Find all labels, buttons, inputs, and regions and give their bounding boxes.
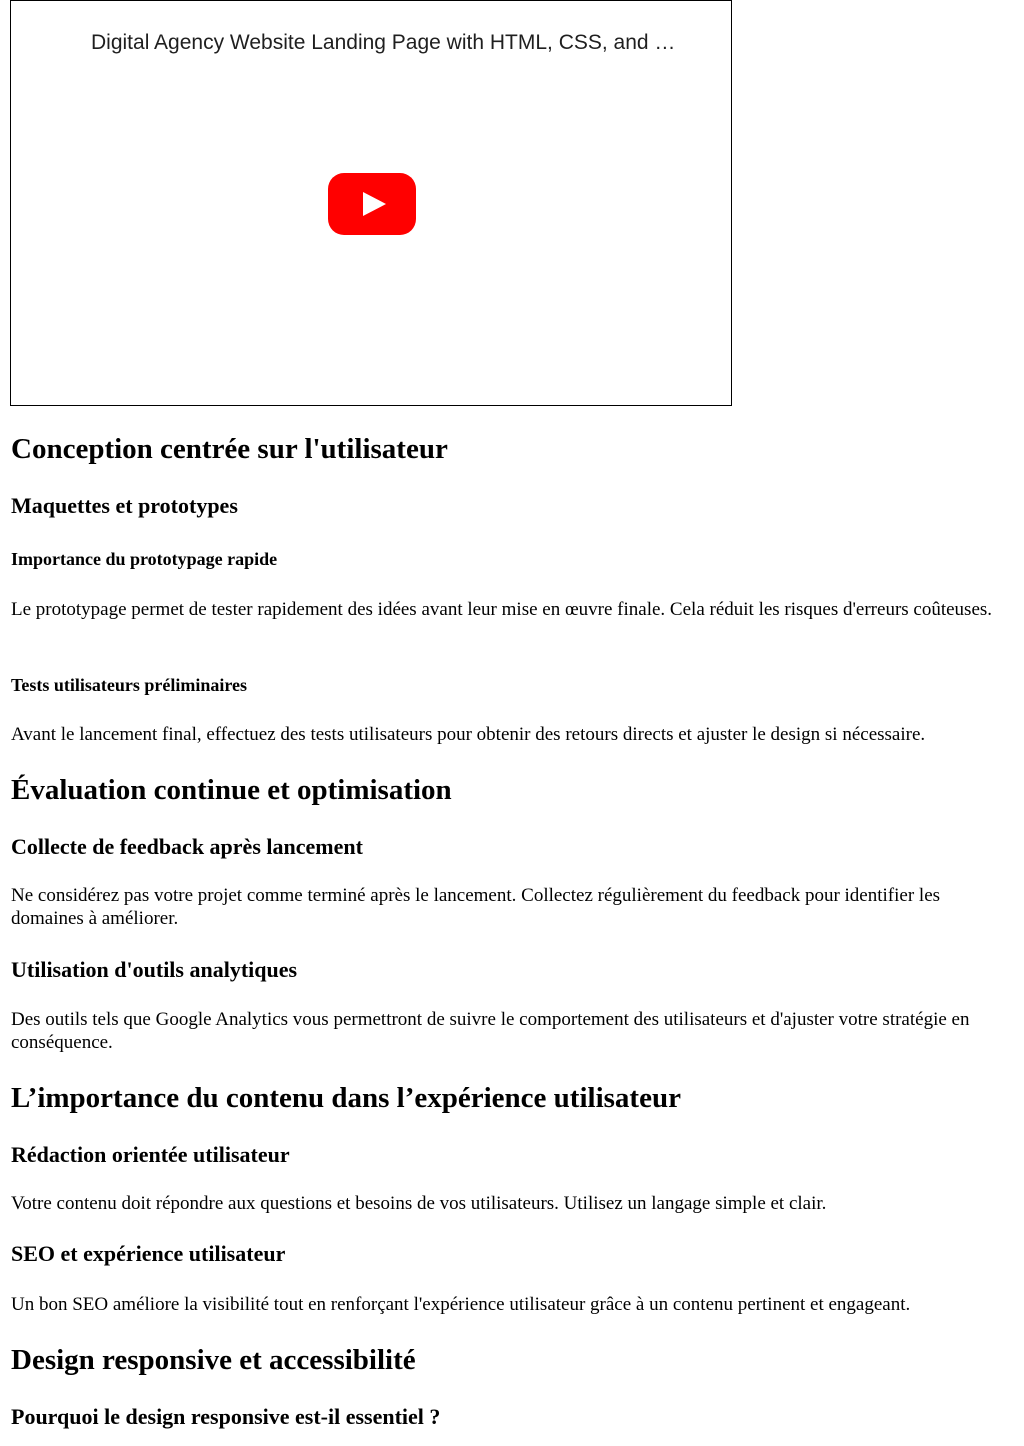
subheading-maquettes: Maquettes et prototypes xyxy=(11,493,238,518)
item-title-tests: Tests utilisateurs préliminaires xyxy=(11,675,248,695)
section-heading-conception: Conception centrée sur l'utilisateur xyxy=(11,433,448,465)
item-text-seo: Un bon SEO améliore la visibilité tout en renforçant l'expérience utilisateur grâce à un contenu pertinent et engageant. xyxy=(11,1294,911,1315)
item-title-feedback: Collecte de feedback après lancement xyxy=(11,834,363,859)
video-title[interactable]: Digital Agency Website Landing Page with HTML, CSS, and … xyxy=(91,31,676,54)
item-text-redaction: Votre contenu doit répondre aux questions et besoins de vos utilisateurs. Utilisez un langage simple et clair. xyxy=(11,1193,827,1214)
item-text-feedback: Ne considérez pas votre projet comme terminé après le lancement. Collectez régulièrement du feedback pour identifier les domaines à améliorer. xyxy=(11,885,941,929)
section-heading-responsive: Design responsive et accessibilité xyxy=(11,1344,416,1376)
section-heading-contenu: L’importance du contenu dans l’expérience utilisateur xyxy=(11,1082,681,1114)
item-text-tests: Avant le lancement final, effectuez des tests utilisateurs pour obtenir des retours directs et ajuster le design si nécessaire. xyxy=(11,724,926,745)
item-title-prototypage: Importance du prototypage rapide xyxy=(11,549,278,569)
item-title-responsive: Pourquoi le design responsive est-il essentiel ? xyxy=(11,1404,441,1429)
item-text-analytiques: Des outils tels que Google Analytics vous permettront de suivre le comportement des utilisateurs et d'ajuster votre stratégie en conséquence. xyxy=(11,1009,970,1053)
item-title-redaction: Rédaction orientée utilisateur xyxy=(11,1142,290,1167)
item-title-seo: SEO et expérience utilisateur xyxy=(11,1241,286,1266)
section-heading-evaluation: Évaluation continue et optimisation xyxy=(11,774,452,806)
youtube-play-icon[interactable] xyxy=(328,173,416,235)
item-text-prototypage: Le prototypage permet de tester rapidement des idées avant leur mise en œuvre finale. Cela réduit les risques d'erreurs coûteuses. xyxy=(11,599,993,620)
video-embed[interactable] xyxy=(10,0,732,406)
item-title-analytiques: Utilisation d'outils analytiques xyxy=(11,957,298,982)
